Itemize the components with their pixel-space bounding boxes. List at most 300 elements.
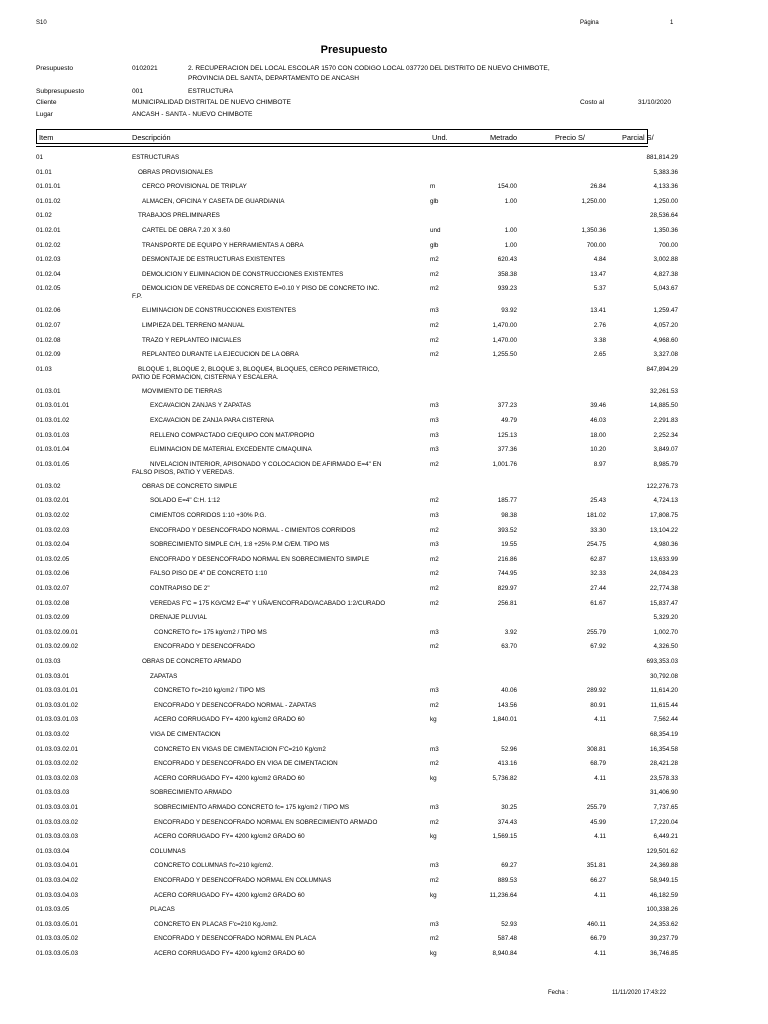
row-precio: 68.79: [590, 760, 606, 768]
row-item-code: 01.03.02.07: [36, 585, 70, 592]
row-description: SOBRECIMIENTO ARMADO: [150, 789, 232, 797]
row-parcial: 14,885.50: [649, 402, 678, 410]
row-parcial: 13,104.22: [649, 526, 678, 534]
row-unit: m3: [430, 745, 439, 753]
row-item-code: 01.03.03.05: [36, 906, 70, 914]
row-precio: 289.92: [586, 687, 606, 695]
row-parcial: 46,182.59: [649, 891, 678, 899]
row-item-code: 01.03.03.02: [36, 731, 70, 738]
row-item-code: 01.03.03.01.02: [36, 701, 79, 709]
row-precio: 45.99: [590, 818, 606, 826]
row-precio: 46.03: [590, 417, 606, 424]
row-unit: m2: [430, 935, 439, 943]
row-description: RELLENO COMPACTADO C/EQUIPO CON MAT/PROPIO: [150, 431, 315, 439]
software-label: S10: [36, 20, 47, 26]
row-item-code: 01.02: [36, 212, 52, 220]
row-metrado: 358.38: [497, 270, 517, 278]
row-unit: m2: [430, 497, 439, 505]
row-metrado: 52.96: [501, 745, 517, 753]
row-unit: m: [430, 183, 436, 191]
row-unit: m3: [430, 628, 439, 636]
row-item-code: 01.03: [36, 365, 52, 373]
presupuesto-desc-line1: 2. RECUPERACION DEL LOCAL ESCOLAR 1570 CON CODIGO LOCAL 037720 DEL DISTRITO DE NUEVO CHIMBOTE,: [188, 65, 550, 72]
row-precio: 66.79: [590, 935, 606, 943]
row-metrado: 744.95: [497, 570, 517, 578]
row-precio: 66.27: [590, 877, 606, 884]
row-metrado: 125.13: [497, 431, 517, 439]
row-metrado: 1,470.00: [492, 322, 517, 329]
row-unit: m2: [430, 570, 439, 578]
row-parcial: 13,633.99: [649, 555, 678, 563]
presupuesto-desc-line2: PROVINCIA DEL SANTA, DEPARTAMENTO DE ANCASH: [188, 75, 359, 82]
row-parcial: 2,252.34: [653, 431, 678, 439]
row-metrado: 3.92: [504, 628, 517, 636]
cliente-value: MUNICIPALIDAD DISTRITAL DE NUEVO CHIMBOTE: [132, 99, 291, 106]
page-number: 1: [670, 20, 674, 26]
row-unit: m3: [430, 431, 439, 439]
row-metrado: 1.00: [504, 197, 517, 205]
row-parcial: 4,326.50: [653, 643, 678, 651]
row-parcial: 3,849.07: [653, 446, 678, 454]
row-unit: m2: [430, 322, 439, 329]
row-item-code: 01.03.01.05: [36, 460, 70, 468]
row-parcial: 7,562.44: [653, 716, 678, 724]
row-description: DEMOLICION Y ELIMINACION DE CONSTRUCCIONES EXISTENTES: [142, 270, 344, 278]
row-item-code: 01.03.03.03.02: [36, 818, 79, 826]
row-item-code: 01.03.02: [36, 482, 61, 490]
column-header-metrado: Metrado: [490, 133, 518, 142]
row-metrado: 52.93: [501, 920, 517, 928]
row-item-code: 01.03.03.04.02: [36, 877, 79, 884]
row-unit: m3: [430, 512, 439, 519]
row-item-code: 01.01.01: [36, 183, 61, 191]
row-parcial: 24,369.88: [649, 862, 678, 870]
footer-date: 11/11/2020 17:43:22: [612, 990, 667, 996]
costo-label: Costo al: [580, 99, 605, 106]
row-precio: 308.81: [586, 745, 606, 753]
row-description: ENCOFRADO Y DESENCOFRADO EN VIGA DE CIMENTACION: [154, 760, 338, 768]
subpresupuesto-label: Subpresupuesto: [36, 88, 85, 95]
row-description: OBRAS DE CONCRETO ARMADO: [142, 658, 242, 665]
row-unit: m3: [430, 402, 439, 410]
row-description: VIGA DE CIMENTACION: [150, 731, 221, 738]
row-unit: m2: [430, 643, 439, 651]
row-parcial: 1,259.47: [653, 307, 678, 315]
row-unit: m2: [430, 701, 439, 709]
row-description: TRABAJOS PRELIMINARES: [138, 212, 220, 220]
row-precio: 5.37: [593, 285, 606, 293]
row-description: ESTRUCTURAS: [132, 154, 180, 161]
row-metrado: 69.27: [501, 862, 517, 870]
row-description: DRENAJE PLUVIAL: [150, 614, 208, 622]
row-item-code: 01.03.01.03: [36, 431, 70, 439]
row-description: ACERO CORRUGADO FY= 4200 kg/cm2 GRADO 60: [154, 950, 305, 957]
row-description: EXCAVACION ZANJAS Y ZAPATAS: [150, 402, 252, 410]
row-unit: m2: [430, 599, 439, 607]
row-item-code: 01.03.03.04.01: [36, 862, 79, 870]
row-description: ENCOFRADO Y DESENCOFRADO NORMAL - ZAPATAS: [154, 701, 317, 709]
row-parcial: 8,985.79: [653, 460, 678, 468]
row-description: DEMOLICION DE VEREDAS DE CONCRETO E=0.10 Y PISO DE CONCRETO INC. F.P.: [132, 285, 380, 301]
row-description: DESMONTAJE DE ESTRUCTURAS EXISTENTES: [142, 256, 285, 264]
row-item-code: 01.02.03: [36, 256, 61, 264]
row-metrado: 1,569.15: [492, 833, 517, 841]
row-item-code: 01.02.06: [36, 307, 61, 315]
row-unit: m3: [430, 804, 439, 811]
row-description: CONCRETO EN PLACAS F'c=210 Kg./cm2.: [154, 920, 278, 928]
row-parcial: 5,383.36: [653, 168, 678, 176]
row-parcial: 11,614.20: [650, 687, 678, 695]
row-description: ALMACEN, OFICINA Y CASETA DE GUARDIANIA: [142, 197, 285, 205]
row-unit: m3: [430, 862, 439, 870]
row-metrado: 8,940.84: [492, 950, 517, 957]
row-precio: 700.00: [586, 241, 606, 249]
row-precio: 254.75: [586, 541, 606, 549]
row-precio: 4.11: [594, 833, 606, 841]
row-description: LIMPIEZA DEL TERRENO MANUAL: [142, 322, 245, 329]
row-unit: m2: [430, 285, 439, 293]
row-description: TRAZO Y REPLANTEO INICIALES: [142, 336, 242, 344]
footer-date-label: Fecha :: [548, 990, 569, 996]
row-metrado: 63.70: [501, 643, 517, 651]
row-item-code: 01.03.03.03.03: [36, 833, 79, 841]
row-item-code: 01.03.03.01: [36, 672, 70, 680]
row-item-code: 01.03.02.05: [36, 555, 70, 563]
row-parcial: 16,354.58: [649, 745, 678, 753]
row-unit: m2: [430, 460, 439, 468]
row-item-code: 01.01.02: [36, 197, 61, 205]
row-precio: 1,350.36: [581, 227, 606, 234]
row-parcial: 3,002.88: [653, 256, 678, 264]
row-parcial: 693,353.03: [646, 658, 678, 665]
row-parcial: 6,449.21: [653, 833, 678, 841]
row-unit: m3: [430, 307, 439, 315]
row-parcial: 7,737.65: [653, 804, 678, 811]
row-description: ELIMINACION DE MATERIAL EXCEDENTE C/MAQUINA: [150, 446, 312, 454]
row-parcial: 30,792.08: [649, 672, 678, 680]
row-description: EXCAVACION DE ZANJA PARA CISTERNA: [150, 417, 274, 424]
row-metrado: 154.00: [497, 183, 517, 191]
row-parcial: 15,837.47: [649, 599, 678, 607]
row-description: SOLADO E=4" C:H. 1:12: [150, 497, 220, 505]
row-description: MOVIMIENTO DE TIERRAS: [142, 387, 222, 395]
row-precio: 26.84: [590, 183, 606, 191]
row-precio: 27.44: [590, 585, 606, 592]
row-description: ELIMINACION DE CONSTRUCCIONES EXISTENTES: [142, 307, 296, 315]
row-description: OBRAS DE CONCRETO SIMPLE: [142, 482, 238, 490]
row-metrado: 377.36: [497, 446, 517, 454]
row-precio: 13.47: [590, 270, 606, 278]
row-description: ACERO CORRUGADO FY= 4200 kg/cm2 GRADO 60: [154, 716, 305, 724]
row-metrado: 413.16: [497, 760, 517, 768]
row-unit: m3: [430, 417, 439, 424]
row-description: ENCOFRADO Y DESENCOFRADO: [154, 643, 255, 651]
row-description: REPLANTEO DURANTE LA EJECUCION DE LA OBRA: [142, 351, 299, 359]
row-parcial: 4,724.13: [653, 497, 678, 505]
row-metrado: 1.00: [504, 227, 517, 234]
row-item-code: 01.03.01: [36, 387, 61, 395]
row-unit: m3: [430, 446, 439, 454]
row-description: CONCRETO COLUMNAS f'c=210 kg/cm2.: [154, 862, 274, 870]
row-description: ZAPATAS: [150, 672, 178, 680]
row-parcial: 68,354.19: [649, 731, 678, 738]
row-description: CARTEL DE OBRA 7.20 X 3.60: [142, 227, 231, 234]
row-parcial: 5,329.20: [653, 614, 678, 622]
row-precio: 181.02: [586, 512, 606, 519]
row-description: CERCO PROVISIONAL DE TRIPLAY: [142, 183, 247, 191]
row-parcial: 2,291.83: [653, 417, 678, 424]
row-parcial: 17,808.75: [649, 512, 678, 519]
row-unit: kg: [430, 950, 437, 957]
row-description: ENCOFRADO Y DESENCOFRADO NORMAL - CIMIENTOS CORRIDOS: [150, 526, 356, 534]
row-parcial: 847,894.29: [646, 365, 678, 373]
row-metrado: 93.92: [501, 307, 517, 315]
row-parcial: 11,615.44: [650, 701, 678, 709]
row-metrado: 939.23: [497, 285, 517, 293]
row-precio: 460.11: [587, 920, 606, 928]
row-unit: m2: [430, 555, 439, 563]
row-item-code: 01.02.09: [36, 351, 61, 359]
row-precio: 39.46: [590, 402, 606, 410]
row-parcial: 39,237.79: [649, 935, 678, 943]
row-item-code: 01.03.01.01: [36, 402, 70, 410]
row-precio: 4.11: [594, 716, 606, 724]
row-precio: 255.79: [586, 804, 606, 811]
row-precio: 61.67: [590, 599, 606, 607]
row-unit: und: [430, 227, 441, 234]
column-header-precio: Precio S/: [555, 133, 585, 142]
row-precio: 18.00: [590, 431, 606, 439]
row-unit: m2: [430, 818, 439, 826]
row-item-code: 01.03.02.01: [36, 497, 70, 505]
row-unit: kg: [430, 716, 437, 724]
row-description: CIMIENTOS CORRIDOS 1:10 +30% P.G.: [150, 512, 267, 519]
row-metrado: 256.81: [497, 599, 517, 607]
row-metrado: 49.79: [501, 417, 517, 424]
row-unit: kg: [430, 774, 437, 782]
column-header-item: Item: [39, 133, 54, 142]
row-item-code: 01.03.03.04: [36, 847, 70, 855]
row-metrado: 1,001.76: [492, 460, 517, 468]
row-parcial: 4,968.60: [653, 336, 678, 344]
row-precio: 25.43: [590, 497, 606, 505]
row-metrado: 587.48: [497, 935, 517, 943]
row-item-code: 01.03.02.09: [36, 614, 70, 622]
row-metrado: 620.43: [497, 256, 517, 264]
row-item-code: 01.03.03.05.02: [36, 935, 79, 943]
costo-date: 31/10/2020: [638, 99, 672, 106]
row-precio: 33.30: [590, 526, 606, 534]
row-parcial: 28,536.64: [649, 212, 678, 220]
row-item-code: 01.03.03.01.03: [36, 716, 79, 724]
row-parcial: 31,406.90: [649, 789, 678, 797]
page-title: Presupuesto: [320, 44, 388, 56]
row-parcial: 4,057.20: [653, 322, 678, 329]
row-description: SOBRECIMIENTO ARMADO CONCRETO fc= 175 kg/cm2 / TIPO MS: [154, 804, 350, 811]
row-metrado: 19.55: [501, 541, 517, 549]
column-header-parcial: Parcial S/: [622, 133, 654, 142]
row-precio: 10.20: [590, 446, 606, 454]
row-parcial: 32,261.53: [649, 387, 678, 395]
row-unit: m3: [430, 687, 439, 695]
row-metrado: 377.23: [497, 402, 517, 410]
row-description: ENCOFRADO Y DESENCOFRADO NORMAL EN SOBRECIMIENTO ARMADO: [154, 818, 378, 826]
presupuesto-label: Presupuesto: [36, 65, 74, 72]
row-description: ACERO CORRUGADO FY= 4200 kg/cm2 GRADO 60: [154, 891, 305, 899]
row-description: ENCOFRADO Y DESENCOFRADO NORMAL EN PLACA: [154, 935, 317, 943]
row-precio: 2.65: [593, 351, 606, 359]
row-parcial: 700.00: [658, 241, 678, 249]
row-item-code: 01.03.03.02.02: [36, 760, 79, 768]
row-precio: 8.97: [593, 460, 606, 468]
row-item-code: 01.03.02.08: [36, 599, 70, 607]
row-item-code: 01.03.02.04: [36, 541, 70, 549]
row-item-code: 01.03.03.02.03: [36, 774, 79, 782]
row-description: OBRAS PROVISIONALES: [138, 168, 213, 176]
row-parcial: 24,084.23: [649, 570, 678, 578]
row-item-code: 01.02.04: [36, 270, 61, 278]
row-metrado: 889.53: [497, 877, 517, 884]
row-item-code: 01.03.02.09.01: [36, 628, 79, 636]
row-unit: kg: [430, 891, 437, 899]
row-parcial: 23,578.33: [649, 774, 678, 782]
row-item-code: 01.03.02.02: [36, 512, 70, 519]
row-precio: 351.81: [586, 862, 606, 870]
row-item-code: 01.02.02: [36, 241, 61, 249]
row-precio: 1,250.00: [581, 197, 606, 205]
row-unit: m3: [430, 920, 439, 928]
row-precio: 67.92: [590, 643, 606, 651]
row-item-code: 01.03.02.09.02: [36, 643, 79, 651]
row-description: CONCRETO f'c= 175 kg/cm2 / TIPO MS: [154, 628, 267, 636]
row-metrado: 5,736.82: [492, 774, 517, 782]
row-metrado: 1,470.00: [492, 336, 517, 344]
row-parcial: 28,421.28: [649, 760, 678, 768]
row-item-code: 01.03.03.03: [36, 789, 70, 797]
row-metrado: 98.38: [501, 512, 517, 519]
row-precio: 4.11: [594, 891, 606, 899]
row-parcial: 4,133.36: [653, 183, 678, 191]
row-unit: m2: [430, 336, 439, 344]
row-parcial: 36,746.85: [649, 950, 678, 957]
row-item-code: 01.03.03.03.01: [36, 804, 79, 811]
row-item-code: 01.03.02.03: [36, 526, 70, 534]
subpresupuesto-code: 001: [132, 88, 144, 95]
row-parcial: 1,250.00: [653, 197, 678, 205]
row-description: BLOQUE 1, BLOQUE 2, BLOQUE 3, BLOQUE4, BLOQUE5, CERCO PERIMETRICO, PATIO DE FORMACION, CISTERNA Y ESCALERA.: [132, 365, 380, 381]
row-precio: 2.76: [593, 322, 606, 329]
table-header-divider: [36, 146, 648, 147]
row-parcial: 3,327.08: [653, 351, 678, 359]
row-description: CONTRAPISO DE 2": [150, 585, 210, 592]
row-description: COLUMNAS: [150, 847, 186, 855]
row-description: FALSO PISO DE 4" DE CONCRETO 1:10: [150, 570, 268, 578]
lugar-label: Lugar: [36, 111, 53, 118]
row-unit: m2: [430, 877, 439, 884]
row-description: ENCOFRADO Y DESENCOFRADO NORMAL EN SOBRECIMIENTO SIMPLE: [150, 555, 370, 563]
row-precio: 3.38: [593, 336, 606, 344]
row-precio: 255.79: [586, 628, 606, 636]
row-precio: 32.33: [590, 570, 606, 578]
row-item-code: 01.03.03.05.01: [36, 920, 79, 928]
row-unit: m2: [430, 526, 439, 534]
row-metrado: 393.52: [497, 526, 517, 534]
row-unit: m2: [430, 270, 439, 278]
row-item-code: 01.03.03.04.03: [36, 891, 79, 899]
row-item-code: 01.01: [36, 168, 52, 176]
row-metrado: 40.06: [501, 687, 517, 695]
row-metrado: 374.43: [497, 818, 517, 826]
row-metrado: 11,236.64: [489, 891, 517, 899]
row-parcial: 17,220.04: [649, 818, 678, 826]
row-metrado: 1.00: [504, 241, 517, 249]
row-unit: m3: [430, 541, 439, 549]
row-item-code: 01: [36, 154, 44, 161]
row-parcial: 122,276.73: [646, 482, 678, 490]
row-metrado: 30.25: [501, 804, 517, 811]
row-parcial: 129,501.62: [646, 847, 678, 855]
row-parcial: 100,338.26: [646, 906, 678, 914]
row-item-code: 01.03.03.05.03: [36, 950, 79, 957]
row-unit: m2: [430, 351, 439, 359]
row-unit: m2: [430, 256, 439, 264]
row-item-code: 01.02.08: [36, 336, 61, 344]
row-parcial: 4,827.38: [653, 270, 678, 278]
row-item-code: 01.02.01: [36, 227, 61, 234]
row-precio: 4.11: [594, 950, 606, 957]
row-parcial: 58,949.15: [649, 877, 678, 884]
row-item-code: 01.03.03: [36, 658, 61, 665]
row-unit: m2: [430, 760, 439, 768]
row-metrado: 1,255.50: [492, 351, 517, 359]
row-precio: 62.87: [590, 555, 606, 563]
row-item-code: 01.03.01.02: [36, 417, 70, 424]
row-metrado: 829.97: [497, 585, 517, 592]
row-metrado: 1,840.01: [492, 716, 517, 724]
row-description: CONCRETO EN VIGAS DE CIMENTACION F'C=210 Kg/cm2: [154, 745, 326, 753]
row-item-code: 01.02.05: [36, 285, 61, 293]
row-parcial: 5,043.67: [653, 285, 678, 293]
presupuesto-code: 0102021: [132, 65, 158, 72]
row-item-code: 01.03.03.01.01: [36, 687, 79, 695]
row-parcial: 22,774.38: [649, 585, 678, 592]
row-description: TRANSPORTE DE EQUIPO Y HERRAMIENTAS A OBRA: [142, 241, 304, 249]
row-parcial: 881,814.29: [646, 154, 678, 161]
row-parcial: 24,353.62: [649, 920, 678, 928]
row-description: ACERO CORRUGADO FY= 4200 kg/cm2 GRADO 60: [154, 774, 305, 782]
row-description: ACERO CORRUGADO FY= 4200 kg/cm2 GRADO 60: [154, 833, 305, 841]
row-precio: 4.11: [594, 774, 606, 782]
row-description: ENCOFRADO Y DESENCOFRADO NORMAL EN COLUMNAS: [154, 877, 332, 884]
row-item-code: 01.03.02.06: [36, 570, 70, 578]
row-description: SOBRECIMIENTO SIMPLE C/H, 1:8 +25% P.M C/EM. TIPO MS: [150, 541, 330, 549]
row-precio: 4.84: [593, 256, 606, 264]
row-parcial: 1,350.36: [653, 227, 678, 234]
row-metrado: 185.77: [497, 497, 517, 505]
row-item-code: 01.03.03.02.01: [36, 745, 79, 753]
row-description: NIVELACION INTERIOR, APISONADO Y COLOCACION DE AFIRMADO E=4" EN FALSO PISOS, PATIO Y VEREDAS.: [132, 460, 382, 476]
row-description: VEREDAS F'C = 175 KG/CM2 E=4" Y UÑA/ENCOFRADO/ACABADO 1:2/CURADO: [150, 599, 386, 607]
row-precio: 80.91: [590, 701, 606, 709]
row-parcial: 4,980.36: [653, 541, 678, 549]
row-description: PLACAS: [150, 906, 175, 914]
column-header-descripcion: Descripción: [132, 133, 171, 142]
row-metrado: 216.86: [497, 555, 517, 563]
row-unit: m2: [430, 585, 439, 592]
lugar-value: ANCASH - SANTA - NUEVO CHIMBOTE: [132, 111, 253, 118]
subpresupuesto-value: ESTRUCTURA: [188, 88, 234, 95]
row-metrado: 143.56: [497, 701, 517, 709]
